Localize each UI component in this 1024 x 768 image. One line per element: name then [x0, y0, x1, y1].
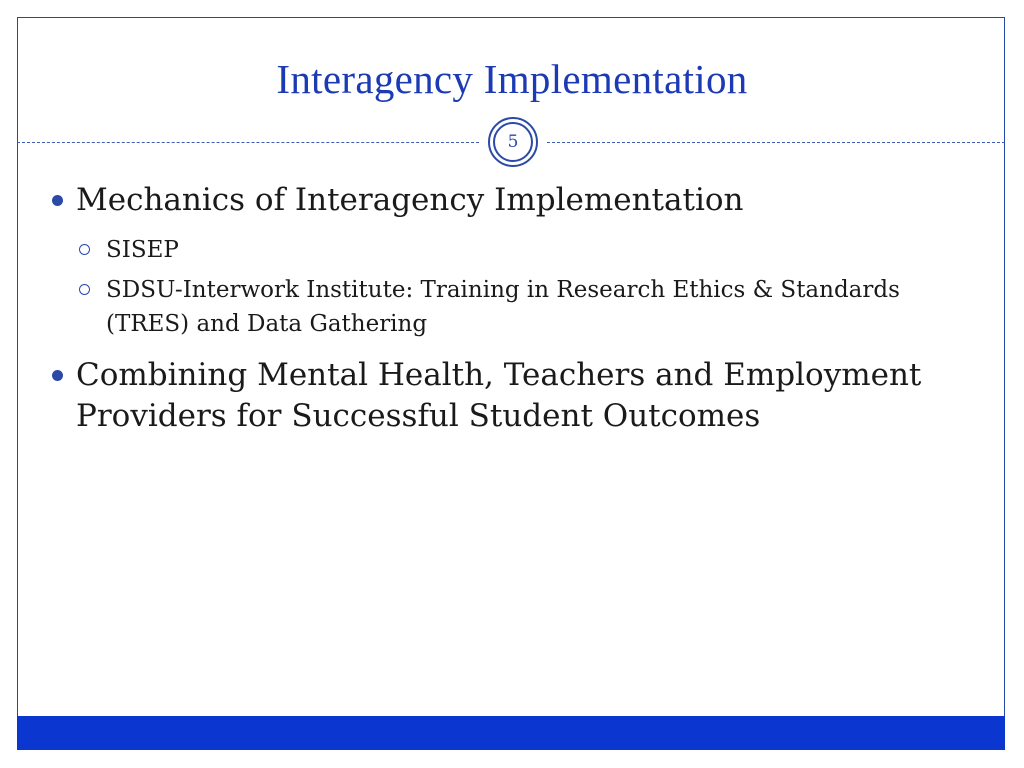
bullet-dot-icon: [52, 370, 63, 381]
sub-bullet-text: SISEP: [106, 237, 179, 263]
bullet-text: Combining Mental Health, Teachers and Employment Providers for Successful Student Outcomes: [76, 357, 922, 434]
sub-bullet-ring-icon: [79, 244, 90, 255]
sub-bullet-item: [50, 233, 950, 267]
bullet-item: [50, 355, 950, 437]
bullet-item: [50, 180, 950, 221]
slide-title: Interagency Implementation: [276, 56, 748, 102]
sub-bullet-item: [50, 273, 950, 341]
slide-content: [50, 180, 950, 449]
footer-bar: [17, 716, 1005, 750]
title-divider-left: [17, 142, 479, 143]
bullet-dot-icon: [52, 195, 63, 206]
sub-bullet-list: [50, 233, 950, 341]
sub-bullet-ring-icon: [79, 284, 90, 295]
bullet-text: Mechanics of Interagency Implementation: [76, 182, 744, 218]
sub-bullet-text: SDSU-Interwork Institute: Training in Research Ethics & Standards (TRES) and Data Gathering: [106, 277, 900, 337]
slide-number-badge: [488, 117, 538, 167]
slide-number: 5: [493, 122, 533, 162]
title-divider-right: [547, 142, 1005, 143]
